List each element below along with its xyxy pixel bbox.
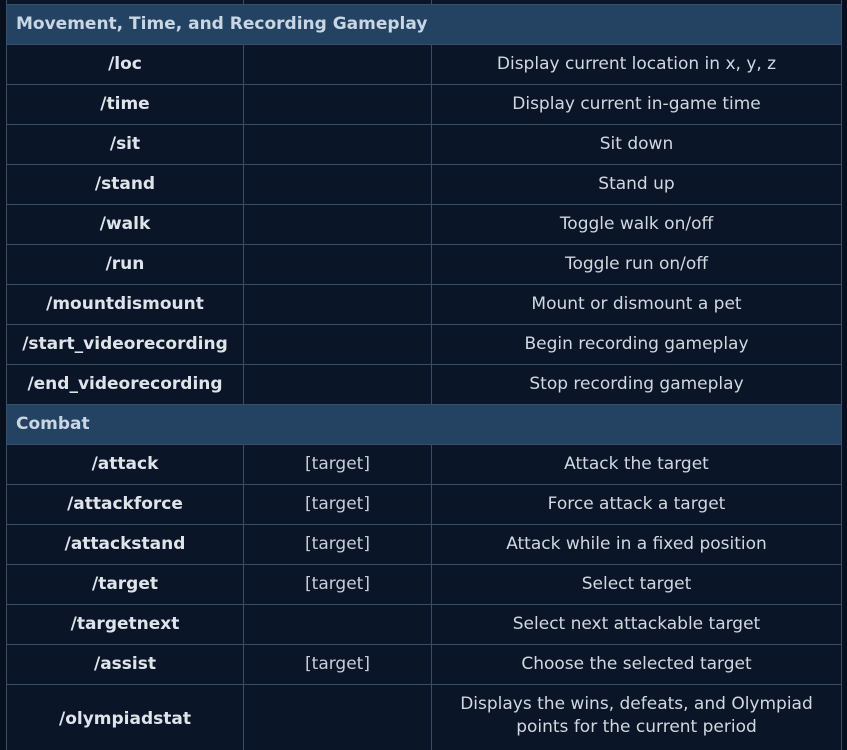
args-cell: [244, 45, 432, 85]
args-cell: [target]: [244, 525, 432, 565]
command-cell: /olympiadstat: [7, 685, 244, 750]
section-header-movement: [7, 5, 842, 45]
commands-table: [6, 0, 842, 750]
description-cell: Select target: [432, 565, 842, 605]
command-cell: /sit: [7, 125, 244, 165]
description-cell: Select next attackable target: [432, 605, 842, 645]
table-row: [7, 125, 842, 165]
command-cell: /mountdismount: [7, 285, 244, 325]
command-cell: /target: [7, 565, 244, 605]
description-cell: Displays the wins, defeats, and Olympiad points for the current period: [432, 685, 842, 750]
description-cell: Display current in-game time: [432, 85, 842, 125]
command-cell: /walk: [7, 205, 244, 245]
table-row: [7, 685, 842, 750]
args-cell: [target]: [244, 445, 432, 485]
table-row: [7, 645, 842, 685]
table-row: [7, 485, 842, 525]
table-row: [7, 525, 842, 565]
args-cell: [244, 245, 432, 285]
args-cell: [target]: [244, 485, 432, 525]
table-row: [7, 205, 842, 245]
table-row: [7, 365, 842, 405]
description-cell: Attack while in a fixed position: [432, 525, 842, 565]
description-cell: Force attack a target: [432, 485, 842, 525]
table-row: [7, 445, 842, 485]
args-cell: [244, 365, 432, 405]
args-cell: [244, 165, 432, 205]
table-row: [7, 285, 842, 325]
args-cell: [244, 285, 432, 325]
args-cell: [244, 205, 432, 245]
args-cell: [target]: [244, 565, 432, 605]
command-cell: /time: [7, 85, 244, 125]
table-row: [7, 165, 842, 205]
args-cell: [244, 685, 432, 750]
description-cell: Stand up: [432, 165, 842, 205]
description-cell: Toggle run on/off: [432, 245, 842, 285]
command-cell: /start_videorecording: [7, 325, 244, 365]
section-title: Combat: [7, 405, 842, 445]
description-cell: Choose the selected target: [432, 645, 842, 685]
table-row: [7, 605, 842, 645]
command-cell: /attack: [7, 445, 244, 485]
description-cell: Stop recording gameplay: [432, 365, 842, 405]
section-header-combat: [7, 405, 842, 445]
command-cell: /assist: [7, 645, 244, 685]
args-cell: [244, 125, 432, 165]
command-cell: /stand: [7, 165, 244, 205]
command-cell: /attackforce: [7, 485, 244, 525]
command-cell: /attackstand: [7, 525, 244, 565]
description-cell: Begin recording gameplay: [432, 325, 842, 365]
description-cell: Display current location in x, y, z: [432, 45, 842, 85]
command-cell: /end_videorecording: [7, 365, 244, 405]
args-cell: [target]: [244, 645, 432, 685]
description-cell: Mount or dismount a pet: [432, 285, 842, 325]
table-row: [7, 325, 842, 365]
table-row: [7, 245, 842, 285]
command-cell: /loc: [7, 45, 244, 85]
section-title: Movement, Time, and Recording Gameplay: [7, 5, 842, 45]
args-cell: [244, 605, 432, 645]
args-cell: [244, 85, 432, 125]
args-cell: [244, 325, 432, 365]
table-row: [7, 565, 842, 605]
command-cell: /run: [7, 245, 244, 285]
table-row: [7, 85, 842, 125]
table-row: [7, 45, 842, 85]
description-cell: Sit down: [432, 125, 842, 165]
description-cell: Attack the target: [432, 445, 842, 485]
description-cell: Toggle walk on/off: [432, 205, 842, 245]
command-cell: /targetnext: [7, 605, 244, 645]
